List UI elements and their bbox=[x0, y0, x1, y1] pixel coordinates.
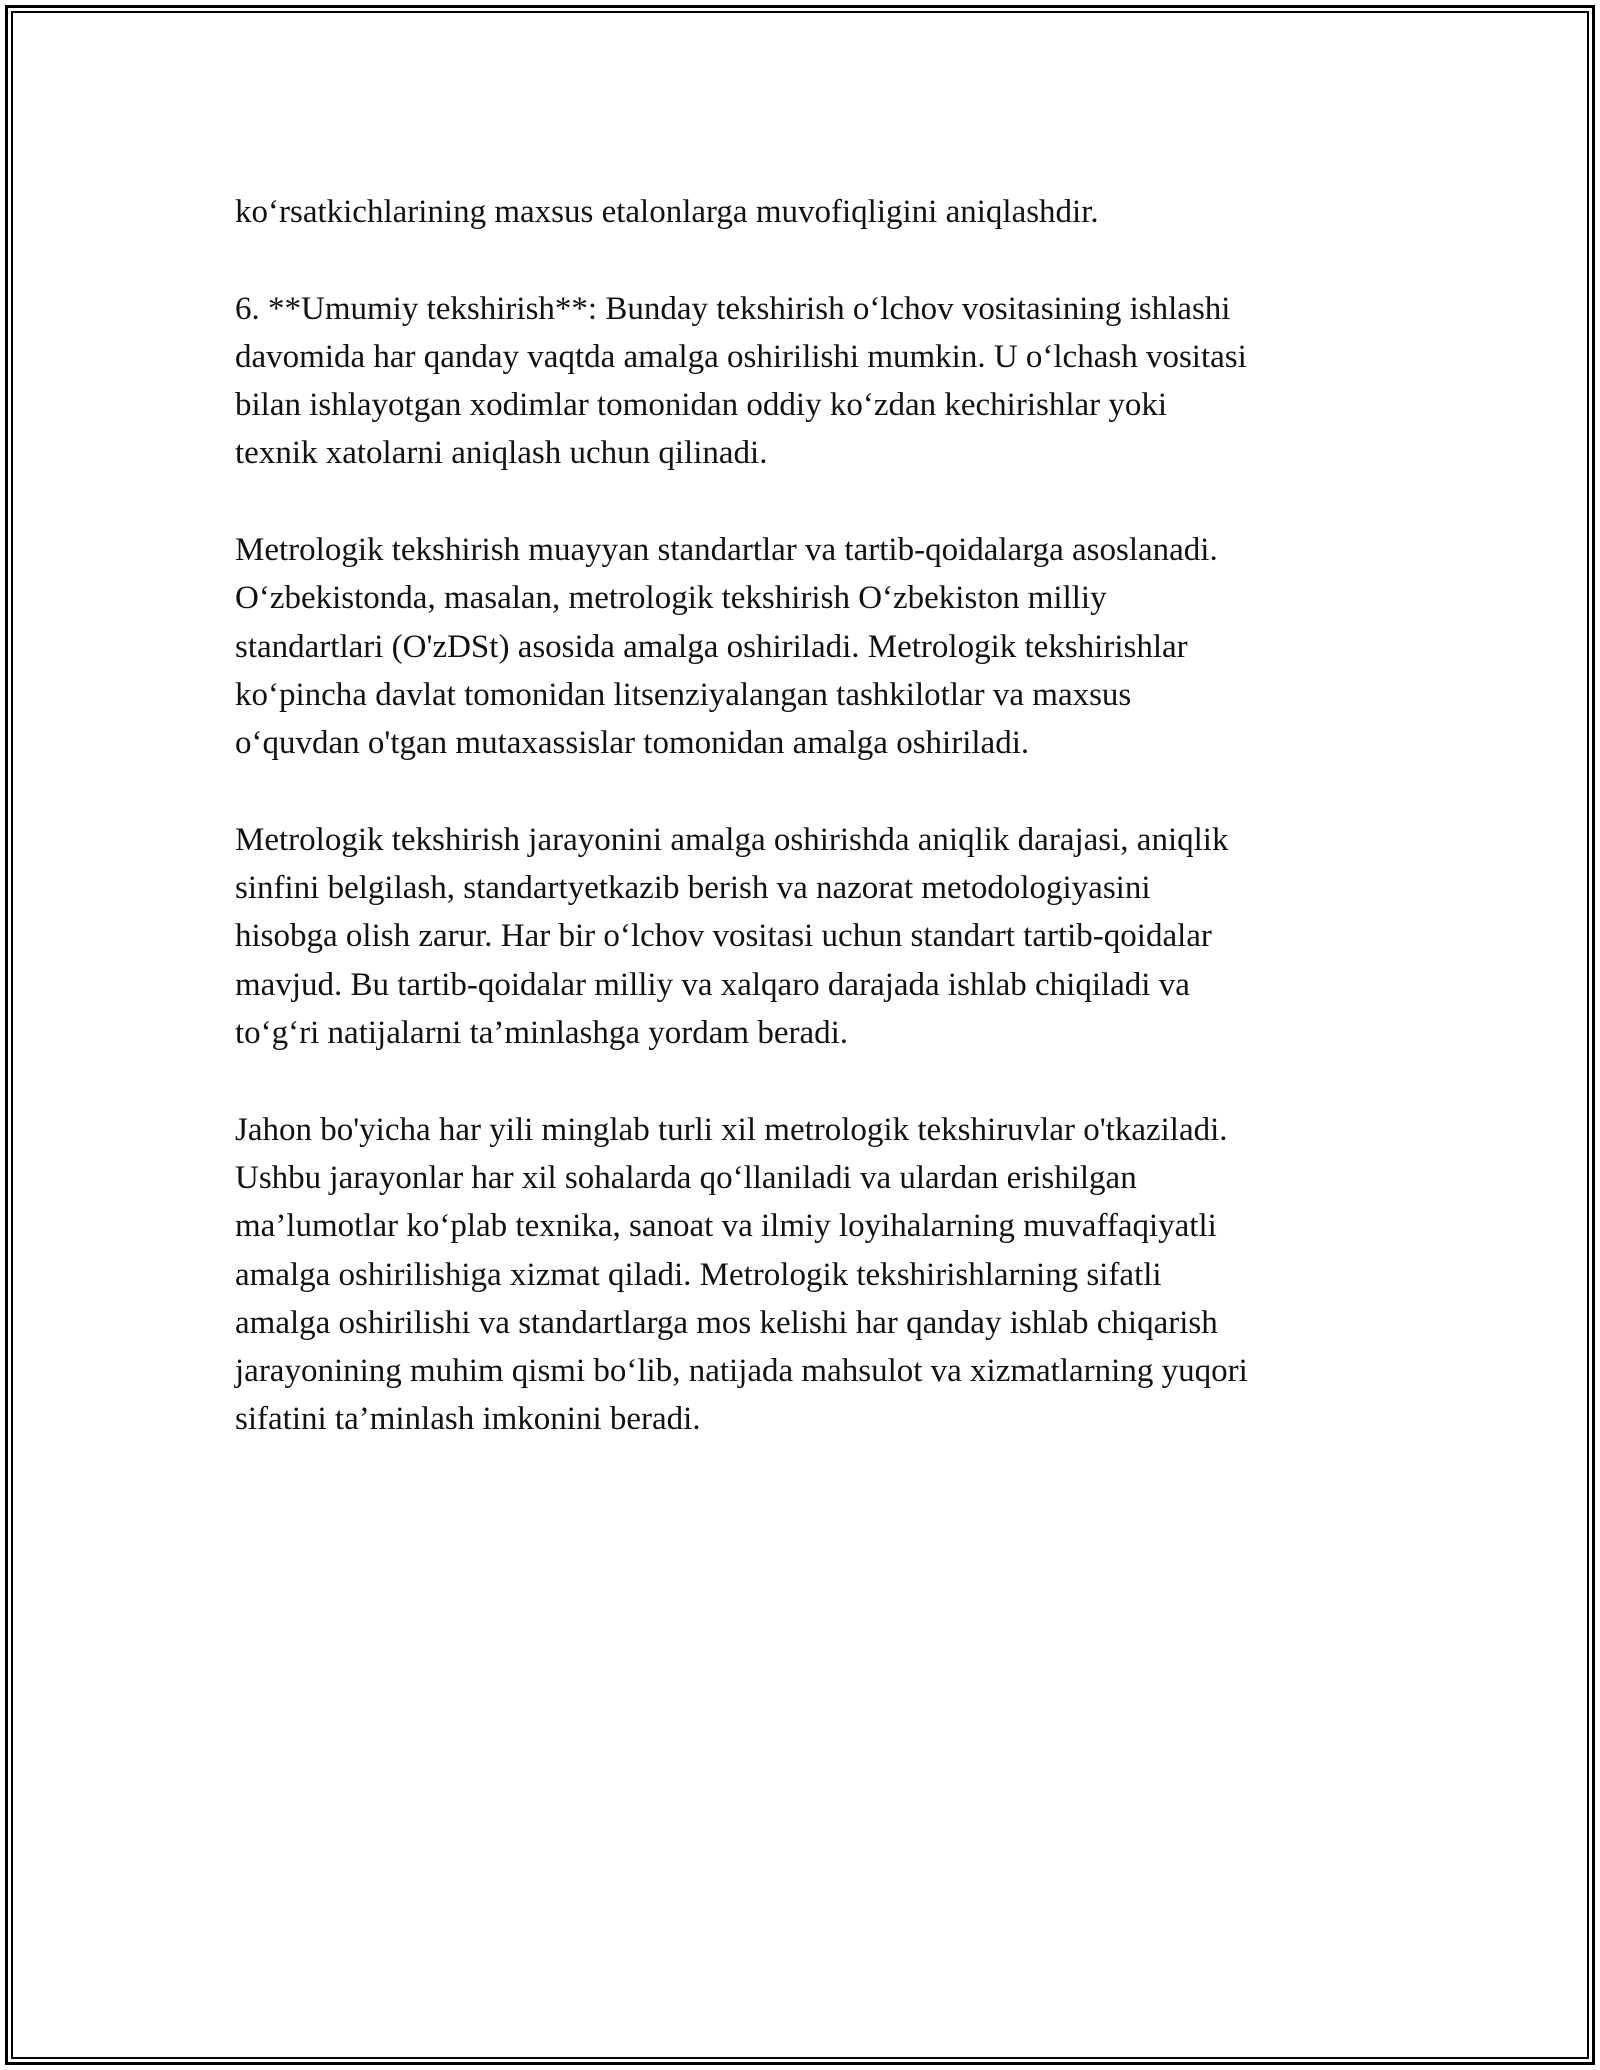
paragraph-general-inspection: 6. **Umumiy tekshirish**: Bunday tekshirish o‘lchov vositasining ishlashi davomida har qanday vaqtda amalga oshirilishi mumkin. U o‘lchash vositasi bilan ishlayotgan xodimlar tomonidan oddiy ko‘zdan kechirishlar yoki texnik xatolarni aniqlash uchun qilinadi. bbox=[235, 290, 1247, 472]
paragraph-continuation: ko‘rsatkichlarining maxsus etalonlarga muvofiqligini aniqlashdir. bbox=[235, 194, 1099, 230]
paragraph-worldwide: Jahon bo'yicha har yili minglab turli xil metrologik tekshiruvlar o'tkaziladi. Ushbu jarayonlar har xil sohalarda qo‘llaniladi va ulardan erishilgan ma’lumotlar ko‘plab texnika, sanoat va ilmiy loyihalarning muvaffaqiyatli amalga oshirilishiga xizmat qiladi. Metrologik tekshirishlarning sifatli amalga oshirilishi va standartlarga mos kelishi har qanday ishlab chiqarish jarayonining muhim qismi bo‘lib, natijada mahsulot va xizmatlarning yuqori sifatini ta’minlash imkonini beradi. bbox=[235, 1111, 1248, 1438]
document-body bbox=[235, 188, 1375, 1444]
paragraph-process-accuracy: Metrologik tekshirish jarayonini amalga oshirishda aniqlik darajasi, aniqlik sinfini belgilash, standartyetkazib berish va nazorat metodologiyasini hisobga olish zarur. Har bir o‘lchov vositasi uchun standart tartib-qoidalar mavjud. Bu tartib-qoidalar milliy va xalqaro darajada ishlab chiqiladi va to‘g‘ri natijalarni ta’minlashga yordam beradi. bbox=[235, 821, 1229, 1052]
paragraph-standards: Metrologik tekshirish muayyan standartlar va tartib-qoidalarga asoslanadi. O‘zbekistonda, masalan, metrologik tekshirish O‘zbekiston milliy standartlari (O'zDSt) asosida amalga oshiriladi. Metrologik tekshirishlar ko‘pincha davlat tomonidan litsenziyalangan tashkilotlar va maxsus o‘quvdan o'tgan mutaxassislar tomonidan amalga oshiriladi. bbox=[235, 532, 1218, 762]
